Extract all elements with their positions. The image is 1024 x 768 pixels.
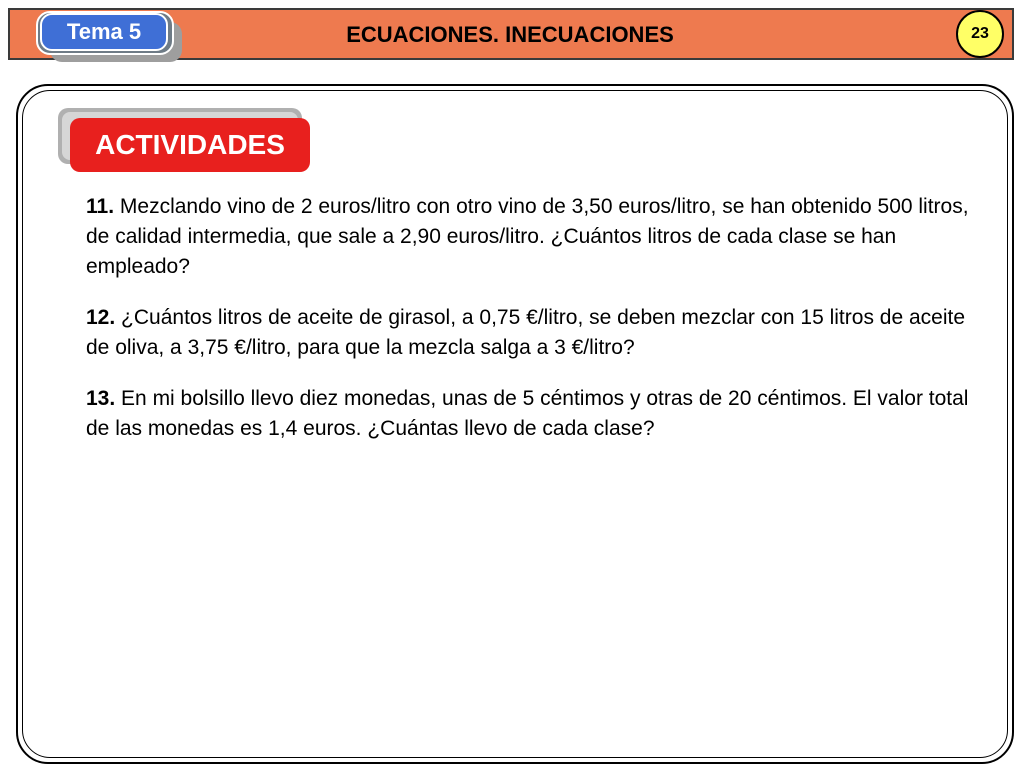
activity-text: En mi bolsillo llevo diez monedas, unas de 5 céntimos y otras de 20 céntimos. El valor total de las monedas es 1,4 euros. ¿Cuántas llevo de cada clase? (86, 387, 969, 440)
activity-item (86, 384, 976, 444)
topic-badge: Tema 5 (40, 13, 168, 51)
activity-text: ¿Cuántos litros de aceite de girasol, a 0,75 €/litro, se deben mezclar con 15 litros de aceite de oliva, a 3,75 €/litro, para que la mezcla salga a 3 €/litro? (86, 306, 966, 359)
activity-number: 13. (86, 387, 116, 410)
activity-text: Mezclando vino de 2 euros/litro con otro vino de 3,50 euros/litro, se han obtenido 500 litros, de calidad intermedia, que sale a 2,90 euros/litro. ¿Cuántos litros de cada clase se han empleado? (86, 195, 969, 278)
page-number-badge: 23 (956, 10, 1004, 58)
activity-item (86, 303, 976, 363)
activity-number: 11. (86, 195, 115, 218)
activity-number: 12. (86, 306, 116, 329)
page-title: ECUACIONES. INECUACIONES (346, 22, 674, 47)
section-heading: ACTIVIDADES (70, 118, 310, 172)
activity-item (86, 192, 976, 282)
